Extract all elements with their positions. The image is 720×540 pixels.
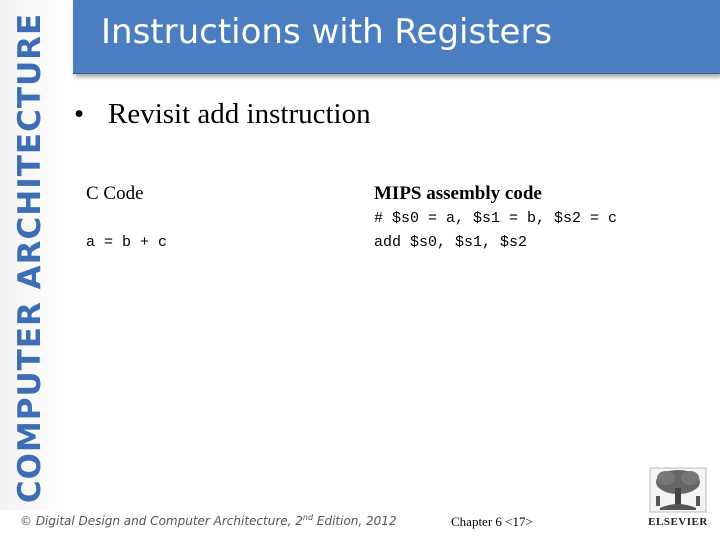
title-bar: [73, 0, 720, 74]
c-code-heading: C Code: [86, 183, 144, 204]
copyright-footer: © Digital Design and Computer Architecture, 2nd Edition, 2012: [20, 513, 397, 528]
mips-code-heading: MIPS assembly code: [374, 183, 542, 204]
mips-instruction-line: add $s0, $s1, $s2: [374, 234, 528, 251]
mips-comment-line: # $s0 = a, $s1 = b, $s2 = c: [374, 210, 618, 227]
page-title: Instructions with Registers: [101, 12, 553, 52]
chapter-page-number: Chapter 6 <17>: [451, 514, 533, 529]
elsevier-wordmark: ELSEVIER: [648, 516, 708, 528]
c-code-line: a = b + c: [86, 234, 168, 251]
bullet-text: Revisit add instruction: [108, 98, 371, 130]
elsevier-logo: [646, 466, 710, 528]
tree-icon: [646, 466, 710, 514]
bullet-item: [74, 98, 371, 131]
side-title: COMPUTER ARCHITECTURE: [12, 12, 48, 504]
bullet-marker: •: [74, 98, 85, 130]
